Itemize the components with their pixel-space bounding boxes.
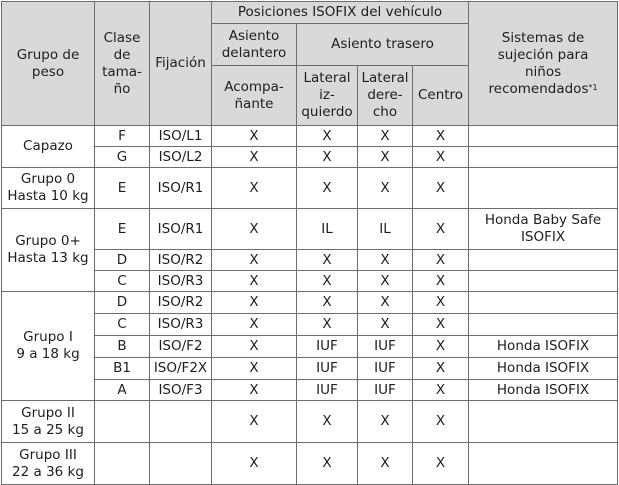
cell-passenger: X (212, 126, 297, 147)
cell-fixation: ISO/L2 (150, 147, 212, 168)
cell-weight-group: Grupo 0+ Hasta 13 kg (2, 209, 95, 292)
cell-rear-right: X (358, 147, 413, 168)
cell-passenger: X (212, 443, 297, 485)
cell-rear-left: X (297, 292, 358, 314)
cell-recommended: Honda ISOFIX (469, 336, 618, 358)
cell-passenger: X (212, 314, 297, 336)
cell-weight-group: Grupo II 15 a 25 kg (2, 401, 95, 443)
cell-rear-left: X (297, 401, 358, 443)
table-header (2, 2, 618, 126)
table-row (2, 147, 618, 168)
cell-recommended (469, 292, 618, 314)
col-header-isofix-positions: Posiciones ISOFIX del vehículo (212, 2, 469, 24)
cell-weight-group: Capazo (2, 126, 95, 168)
col-header-rear-right: Lateral dere- cho (358, 66, 413, 126)
col-header-recommended: Sistemas de sujeción para niños recomendados$^{*1}$ (469, 2, 618, 126)
cell-size-class: B1 (95, 358, 150, 380)
cell-size-class: D (95, 250, 150, 271)
cell-fixation: ISO/F3 (150, 380, 212, 401)
cell-rear-right: X (358, 314, 413, 336)
cell-rear-left: IUF (297, 358, 358, 380)
cell-rear-right: X (358, 401, 413, 443)
cell-fixation: ISO/R2 (150, 250, 212, 271)
isofix-compatibility-table (1, 1, 618, 485)
cell-rear-left: IUF (297, 336, 358, 358)
cell-rear-left: IL (297, 209, 358, 250)
cell-fixation: ISO/R3 (150, 314, 212, 336)
cell-rear-left: X (297, 168, 358, 209)
cell-recommended (469, 250, 618, 271)
cell-rear-center: X (413, 401, 469, 443)
cell-recommended (469, 271, 618, 292)
cell-fixation: ISO/F2X (150, 358, 212, 380)
cell-rear-center: X (413, 380, 469, 401)
cell-rear-right: IUF (358, 358, 413, 380)
cell-rear-left: X (297, 443, 358, 485)
cell-recommended (469, 126, 618, 147)
cell-passenger: X (212, 168, 297, 209)
cell-rear-right: X (358, 443, 413, 485)
cell-passenger: X (212, 358, 297, 380)
cell-recommended (469, 147, 618, 168)
table-row (2, 401, 618, 443)
cell-rear-center: X (413, 358, 469, 380)
cell-size-class: F (95, 126, 150, 147)
cell-weight-group: Grupo 0 Hasta 10 kg (2, 168, 95, 209)
cell-recommended: Honda ISOFIX (469, 380, 618, 401)
cell-recommended: Honda ISOFIX (469, 358, 618, 380)
table-body (2, 126, 618, 485)
cell-recommended (469, 314, 618, 336)
cell-passenger: X (212, 401, 297, 443)
cell-rear-center: X (413, 209, 469, 250)
table-row (2, 314, 618, 336)
table-row (2, 168, 618, 209)
cell-size-class (95, 443, 150, 485)
cell-passenger: X (212, 271, 297, 292)
col-header-size-class: Clase de tama- ño (95, 2, 150, 126)
col-header-passenger: Acompa- ñante (212, 66, 297, 126)
cell-fixation: ISO/R1 (150, 168, 212, 209)
cell-fixation: ISO/R1 (150, 209, 212, 250)
cell-size-class: C (95, 271, 150, 292)
cell-rear-left: X (297, 250, 358, 271)
col-header-fixation: Fijación (150, 2, 212, 126)
cell-weight-group: Grupo I 9 a 18 kg (2, 292, 95, 401)
table-row (2, 126, 618, 147)
cell-rear-right: IUF (358, 380, 413, 401)
cell-size-class: C (95, 314, 150, 336)
cell-rear-right: X (358, 292, 413, 314)
cell-rear-center: X (413, 271, 469, 292)
cell-fixation: ISO/L1 (150, 126, 212, 147)
cell-rear-center: X (413, 443, 469, 485)
cell-size-class: B (95, 336, 150, 358)
cell-size-class: D (95, 292, 150, 314)
col-header-rear-seat: Asiento trasero (297, 24, 469, 66)
cell-fixation (150, 443, 212, 485)
cell-rear-left: X (297, 271, 358, 292)
cell-rear-left: X (297, 147, 358, 168)
table-row (2, 443, 618, 485)
table-row (2, 358, 618, 380)
cell-rear-center: X (413, 250, 469, 271)
footnote-marker: *1 (588, 82, 598, 92)
cell-rear-left: X (297, 126, 358, 147)
cell-passenger: X (212, 292, 297, 314)
col-header-weight-group: Grupo de peso (2, 2, 95, 126)
cell-rear-right: X (358, 271, 413, 292)
cell-weight-group: Grupo III 22 a 36 kg (2, 443, 95, 485)
cell-fixation: ISO/R3 (150, 271, 212, 292)
cell-size-class (95, 401, 150, 443)
table-row (2, 250, 618, 271)
cell-passenger: X (212, 336, 297, 358)
cell-rear-right: IL (358, 209, 413, 250)
cell-size-class: A (95, 380, 150, 401)
cell-rear-right: X (358, 126, 413, 147)
cell-recommended (469, 401, 618, 443)
table-row (2, 380, 618, 401)
table-row (2, 209, 618, 250)
cell-rear-right: X (358, 168, 413, 209)
cell-recommended: Honda Baby Safe ISOFIX (469, 209, 618, 250)
col-header-rear-left: Lateral iz- quierdo (297, 66, 358, 126)
cell-size-class: G (95, 147, 150, 168)
table-row (2, 271, 618, 292)
cell-rear-center: X (413, 147, 469, 168)
cell-passenger: X (212, 250, 297, 271)
cell-rear-center: X (413, 314, 469, 336)
cell-rear-center: X (413, 292, 469, 314)
cell-passenger: X (212, 380, 297, 401)
cell-rear-left: IUF (297, 380, 358, 401)
table-row (2, 336, 618, 358)
cell-passenger: X (212, 209, 297, 250)
cell-fixation: ISO/R2 (150, 292, 212, 314)
cell-rear-left: X (297, 314, 358, 336)
cell-rear-right: IUF (358, 336, 413, 358)
cell-rear-center: X (413, 168, 469, 209)
col-header-rear-center: Centro (413, 66, 469, 126)
cell-size-class: E (95, 168, 150, 209)
cell-rear-right: X (358, 250, 413, 271)
cell-recommended (469, 168, 618, 209)
cell-rear-center: X (413, 126, 469, 147)
cell-size-class: E (95, 209, 150, 250)
cell-fixation (150, 401, 212, 443)
col-header-front-seat: Asiento delantero (212, 24, 297, 66)
cell-rear-center: X (413, 336, 469, 358)
table-row (2, 292, 618, 314)
cell-passenger: X (212, 147, 297, 168)
cell-recommended (469, 443, 618, 485)
cell-fixation: ISO/F2 (150, 336, 212, 358)
